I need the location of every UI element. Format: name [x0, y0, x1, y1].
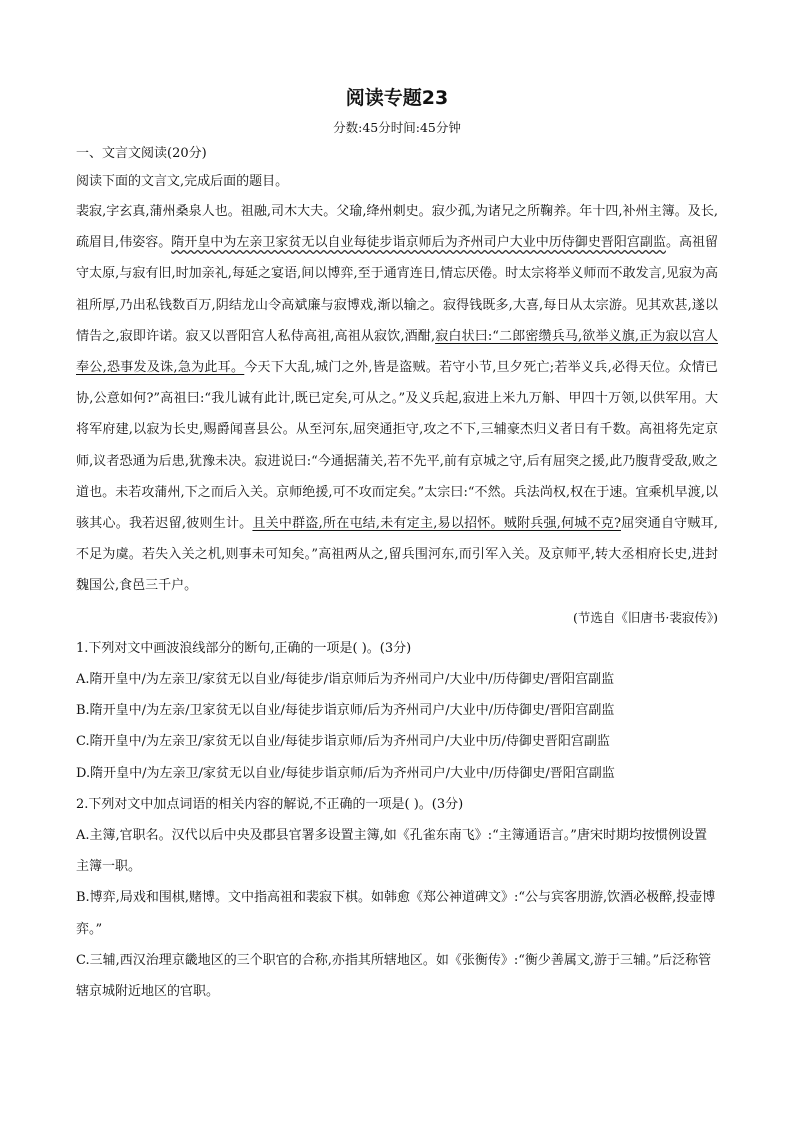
- passage-underlined-segment-1: 寂白状曰:“二郎密缵兵马,欲举义旗,正为寂以宫人奉公,恐事发及诛,急为此耳。: [76, 328, 718, 376]
- passage-wavy-segment: 隋开皇中为左亲卫家贫无以自业每徒步诣京师后为齐州司户大业中历侍御史晋阳宫副监: [171, 235, 666, 251]
- question-2-option-a: A.主簿,官职名。汉代以后中央及郡县官署多设置主簿,如《孔雀东南飞》:“主簿通语言。”唐宋时期均按惯例设置主簿一职。: [76, 828, 707, 875]
- passage-underlined-segment-2: 且关中群盗,所在屯结,未有定主,易以招怀。贼附兵强,何城不克?: [252, 516, 621, 532]
- passage-text-2: 。高祖留守太原,与寂有旧,时加亲礼,每延之宴语,间以博弈,至于通宵连日,情忘厌倦。时太宗将举义师而不敢发言,见寂为高祖所厚,乃出私钱数百万,阴结龙山令高斌廉与寂博戏,渐以输之。寂得钱既多,大喜,每日从太宗游。见其欢甚,遂以情告之,寂即许诺。寂又以晋阳宫人私侍高祖,高祖从寂饮,酒酣,: [76, 235, 718, 344]
- instruction: 阅读下面的文言文,完成后面的题目。: [76, 174, 289, 189]
- question-2-option-c: C.三辅,西汉治理京畿地区的三个职官的合称,亦指其所辖地区。如《张衡传》:“衡少善属文,游于三辅。”后泛称管辖京城附近地区的官职。: [76, 952, 712, 1000]
- question-2-stem: 2.下列对文中加点词语的相关内容的解说,不正确的一项是( )。(3分): [76, 796, 464, 812]
- question-1-option-a: A.隋开皇中/为左亲卫/家贫无以自业/每徒步/诣京师后为齐州司户/大业中/历侍御史/晋阳宫副监: [76, 672, 615, 688]
- document-page: [76, 84, 718, 1007]
- passage-text-1: 裴寂,字玄真,蒲州桑泉人也。祖融,司木大夫。父瑜,绛州刺史。寂少孤,为诸兄之所鞠养。年十四,补州主簿。及长,疏眉目,伟姿容。: [76, 204, 718, 251]
- page-title: 阅读专题23: [345, 87, 449, 109]
- passage-source: (节选自《旧唐书·裴寂传》): [573, 609, 718, 625]
- question-1-option-d: D.隋开皇中/为左亲卫/家贫无以自业/每徒步诣京师/后为齐州司户/大业中/历侍御史/晋阳宫副监: [76, 765, 615, 781]
- question-1-option-c: C.隋开皇中/为左亲卫/家贫无以自业/每徒步诣京师/后为齐州司户/大业中历/侍御史晋阳宫副监: [76, 734, 610, 750]
- passage: [76, 196, 718, 602]
- section-heading: 一、文言文阅读(20分): [76, 146, 207, 161]
- question-1-option-b: B.隋开皇中/为左亲/卫家贫无以自业/每徒步诣京师/后为齐州司户/大业中/历侍御史/晋阳宫副监: [76, 703, 615, 719]
- question-1-stem: 1.下列对文中画波浪线部分的断句,正确的一项是( )。(3分): [76, 640, 412, 656]
- exam-meta: 分数:45分时间:45分钟: [333, 120, 461, 135]
- question-2-option-b: B.博弈,局戏和围棋,赌博。文中指高祖和裴寂下棋。如韩愈《郑公神道碑文》:“公与宾客朋游,饮酒必极醉,投壶博弈。”: [76, 890, 716, 937]
- passage-text-4: 屈突通自守贼耳,不足为虞。若失入关之机,则事未可知矣。”高祖两从之,留兵围河东,而引军入关。及京师平,转大丞相府长史,进封魏国公,食邑三千户。: [76, 516, 719, 594]
- passage-text-3: 今天下大乱,城门之外,皆是盗贼。若守小节,旦夕死亡;若举义兵,必得天位。众情已协,公意如何?”高祖曰:“我儿诚有此计,既已定矣,可从之。”及义兵起,寂进上米九万斛、甲四十万领,以供军用。大将军府建,以寂为长史,赐爵闻喜县公。从至河东,屈突通拒守,攻之不下,三辅豪杰归义者日有千数。高祖将先定京师,议者恐通为后患,犹豫未决。寂进说曰:“今通据蒲关,若不先平,前有京城之守,后有屈突之援,此乃腹背受敌,败之道也。未若攻蒲州,下之而后入关。京师绝援,可不攻而定矣。”太宗曰:“不然。兵法尚权,权在于速。宜乘机早渡,以骇其心。我若迟留,彼则生计。: [76, 360, 718, 532]
